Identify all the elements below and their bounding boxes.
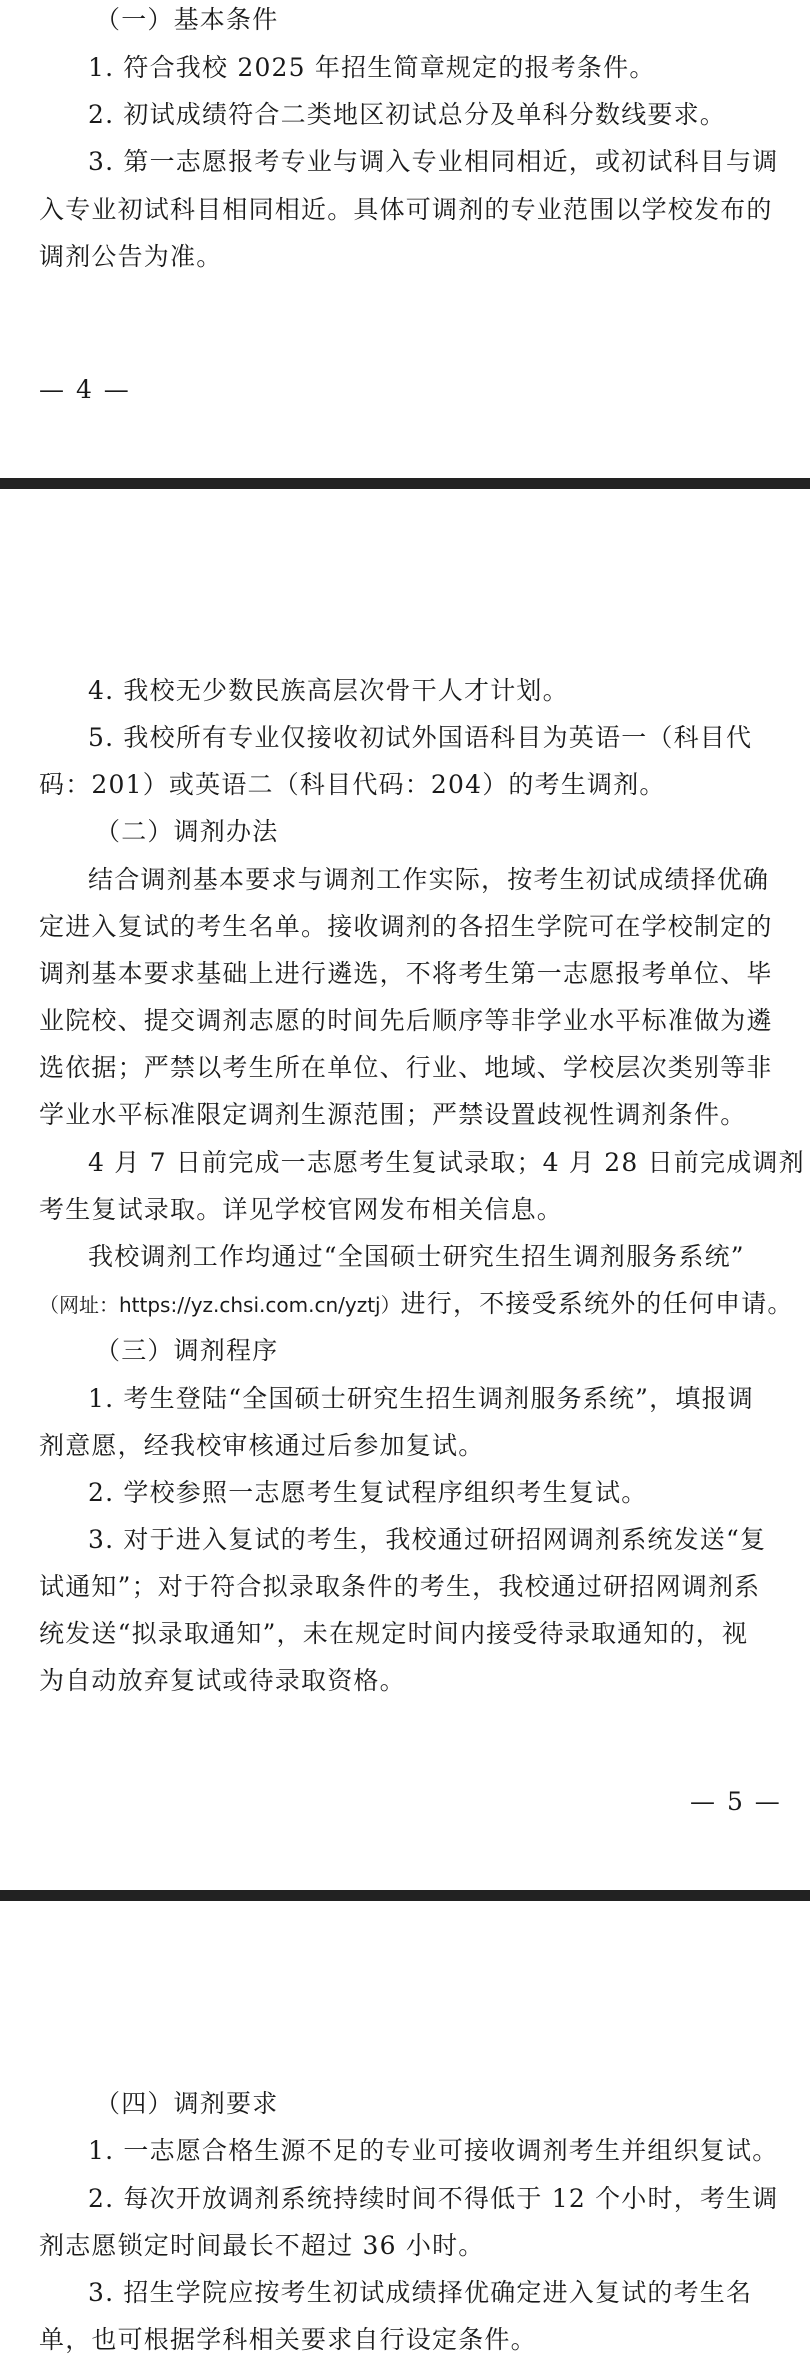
paragraph-line: 结合调剂基本要求与调剂工作实际，按考生初试成绩择优确	[88, 865, 770, 894]
paragraph-line: 统发送“拟录取通知”，未在规定时间内接受待录取通知的，视	[39, 1619, 749, 1648]
page-separator	[0, 1890, 810, 1901]
paragraph-line	[39, 1284, 794, 1325]
paragraph-line: 定进入复试的考生名单。接收调剂的各招生学院可在学校制定的	[39, 912, 773, 941]
page-separator	[0, 478, 810, 489]
paragraph-line: 入专业初试科目相同相近。具体可调剂的专业范围以学校发布的	[39, 195, 773, 224]
paragraph-line: 3. 对于进入复试的考生，我校通过研招网调剂系统发送“复	[88, 1525, 767, 1554]
paragraph-line: 4. 我校无少数民族高层次骨干人才计划。	[88, 676, 569, 705]
paragraph-line: 考生复试录取。详见学校官网发布相关信息。	[39, 1195, 564, 1224]
paragraph-line: 为自动放弃复试或待录取资格。	[39, 1666, 406, 1695]
paragraph-line: 2. 学校参照一志愿考生复试程序组织考生复试。	[88, 1478, 648, 1507]
paragraph-line: 2. 初试成绩符合二类地区初试总分及单科分数线要求。	[88, 100, 727, 129]
paragraph-line: 码：201）或英语二（科目代码：204）的考生调剂。	[39, 770, 666, 799]
paragraph-line: 单，也可根据学科相关要求自行设定条件。	[39, 2325, 537, 2354]
website-url: （网址：https://yz.chsi.com.cn/yztj）	[39, 1293, 401, 1317]
paragraph-line: 学业水平标准限定调剂生源范围；严禁设置歧视性调剂条件。	[39, 1100, 747, 1129]
paragraph-line: 调剂公告为准。	[39, 242, 223, 271]
section-heading-adjust-procedure: （三）调剂程序	[95, 1336, 279, 1365]
paragraph-line: 3. 第一志愿报考专业与调入专业相同相近，或初试科目与调	[88, 147, 779, 176]
paragraph-line: 3. 招生学院应按考生初试成绩择优确定进入复试的考生名	[88, 2278, 753, 2307]
paragraph-line: 选依据；严禁以考生所在单位、行业、地域、学校层次类别等非	[39, 1053, 773, 1082]
paragraph-line: 1. 一志愿合格生源不足的专业可接收调剂考生并组织复试。	[88, 2136, 779, 2165]
paragraph-line: 1. 考生登陆“全国硕士研究生招生调剂服务系统”，填报调	[88, 1384, 754, 1413]
section-heading-basic-conditions: （一）基本条件	[95, 5, 279, 34]
paragraph-line: 调剂基本要求基础上进行遴选，不将考生第一志愿报考单位、毕	[39, 959, 773, 988]
page-number: — 4 —	[39, 375, 131, 404]
paragraph-text: 进行，不接受系统外的任何申请。	[400, 1289, 794, 1318]
page-number: — 5 —	[690, 1787, 782, 1816]
paragraph-line: 剂志愿锁定时间最长不超过 36 小时。	[39, 2231, 485, 2260]
paragraph-line: 我校调剂工作均通过“全国硕士研究生招生调剂服务系统”	[88, 1242, 745, 1271]
paragraph-line: 4 月 7 日前完成一志愿考生复试录取；4 月 28 日前完成调剂	[88, 1148, 805, 1177]
paragraph-line: 剂意愿，经我校审核通过后参加复试。	[39, 1431, 485, 1460]
section-heading-adjust-requirements: （四）调剂要求	[95, 2089, 279, 2118]
section-heading-adjust-method: （二）调剂办法	[95, 817, 279, 846]
paragraph-line: 业院校、提交调剂志愿的时间先后顺序等非学业水平标准做为遴	[39, 1006, 773, 1035]
paragraph-line: 1. 符合我校 2025 年招生简章规定的报考条件。	[88, 53, 656, 82]
paragraph-line: 试通知”；对于符合拟录取条件的考生，我校通过研招网调剂系	[39, 1572, 761, 1601]
paragraph-line: 2. 每次开放调剂系统持续时间不得低于 12 个小时，考生调	[88, 2184, 779, 2213]
paragraph-line: 5. 我校所有专业仅接收初试外国语科目为英语一（科目代	[88, 723, 753, 752]
